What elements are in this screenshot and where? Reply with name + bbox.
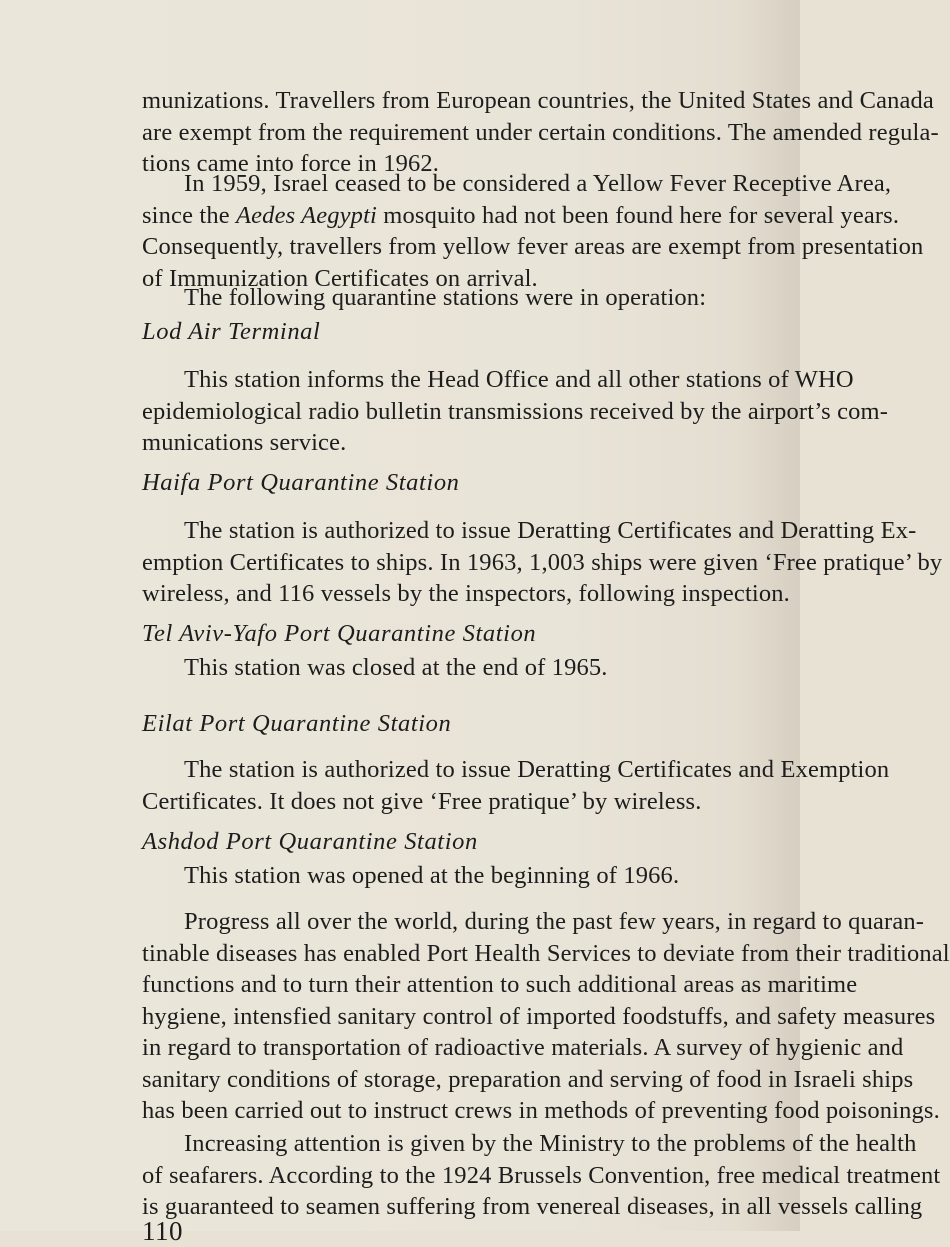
page-number: 110 [142,1216,183,1246]
text-line: munications service. [142,429,347,456]
text-line: tinable diseases has enabled Port Health Services to deviate from their traditional [142,939,950,967]
text-line: wireless, and 116 vessels by the inspectors, following inspection. [142,580,790,607]
text-line: of Immunization Certificates on arrival. [142,264,538,292]
text-line: The station is authorized to issue Deratting Certificates and Deratting Ex- [184,517,917,544]
paragraph-tel-aviv [142,652,792,684]
paragraph-eilat [142,754,890,817]
text-line: of seafarers. According to the 1924 Brussels Convention, free medical treatment [142,1161,941,1189]
paragraph-seafarers-health [142,1128,941,1223]
section-heading-tel-aviv: Tel Aviv-Yafo Port Quarantine Station [142,620,537,647]
text-line: epidemiological radio bulletin transmissions received by the airport’s com- [142,397,889,425]
paragraph-yellow-fever [142,168,924,294]
paragraph-immunization-exemptions [142,85,939,180]
text-line: Increasing attention is given by the Ministry to the problems of the health [184,1130,917,1157]
text-line: in regard to transportation of radioactive materials. A survey of hygienic and [142,1034,904,1061]
text-line: The following quarantine stations were in operation: [184,284,707,311]
paragraph-progress [142,906,950,1127]
text-line: Progress all over the world, during the past few years, in regard to quaran- [184,908,925,935]
paragraph-haifa [142,515,943,610]
text-line: since the Aedes Aegypti mosquito had not been found here for several years. [142,201,900,229]
text-line: In 1959, Israel ceased to be considered a Yellow Fever Receptive Area, [184,170,892,197]
text-line: This station informs the Head Office and all other stations of WHO [184,366,854,393]
text-line: munizations. Travellers from European countries, the United States and Canada [142,87,934,114]
text-line: tions came into force in 1962. [142,150,440,177]
section-heading-ashdod: Ashdod Port Quarantine Station [142,828,478,855]
section-heading-haifa: Haifa Port Quarantine Station [142,469,460,496]
species-name: Aedes Aegypti [236,201,377,229]
paragraph-lod [142,364,889,459]
section-heading-lod: Lod Air Terminal [142,318,321,345]
text-line: This station was opened at the beginning of 1966. [184,862,680,889]
text-line: are exempt from the requirement under certain conditions. The amended regula- [142,118,939,146]
text-line: Consequently, travellers from yellow fever areas are exempt from presentation [142,233,924,260]
text-line: functions and to turn their attention to such additional areas as maritime [142,971,858,998]
paragraph-stations-intro [142,282,792,314]
text-line: is guaranteed to seamen suffering from venereal diseases, in all vessels calling [142,1193,923,1220]
text-line: The station is authorized to issue Deratting Certificates and Exemption [184,756,890,783]
text-line: This station was closed at the end of 1965. [184,654,608,681]
text-line: emption Certificates to ships. In 1963, 1,003 ships were given ‘Free pratique’ by [142,548,943,576]
text-line: hygiene, intensfied sanitary control of imported foodstuffs, and safety measures [142,1002,936,1030]
section-heading-eilat: Eilat Port Quarantine Station [142,710,452,737]
paragraph-ashdod [142,860,792,892]
text-line: sanitary conditions of storage, preparation and serving of food in Israeli ships [142,1065,914,1093]
text-line: has been carried out to instruct crews in methods of preventing food poisonings. [142,1097,940,1124]
text-line: Certificates. It does not give ‘Free pratique’ by wireless. [142,787,702,815]
